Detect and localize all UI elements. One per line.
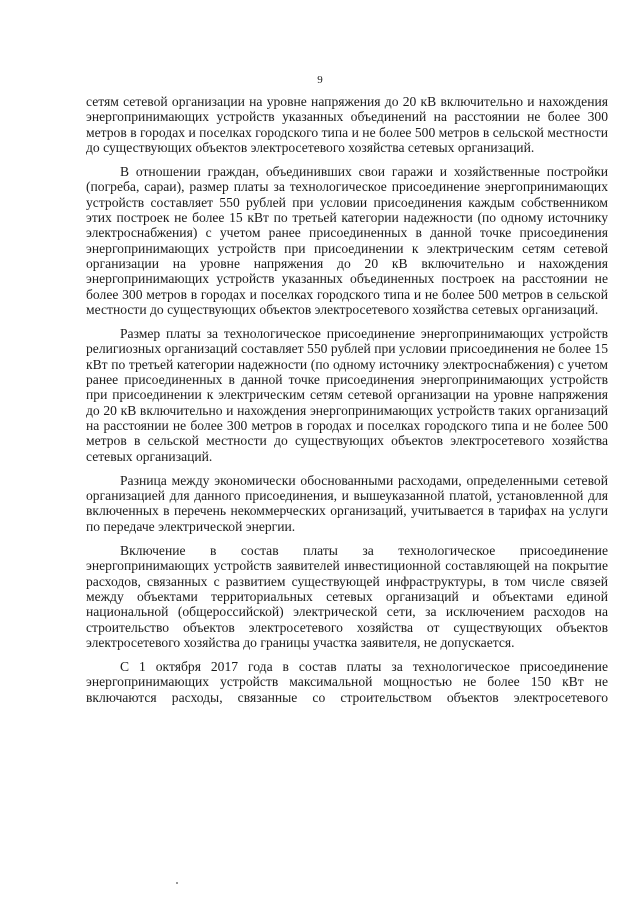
paragraph-october-2017: С 1 октября 2017 года в состав платы за технологическое присоединение энергопринимающих устройств максимальной мощностью не более 150 кВт не включаются расходы, связанные со строительством объектов электросетевого bbox=[86, 659, 608, 705]
paragraph-garages: В отношении граждан, объединивших свои гаражи и хозяйственные постройки (погреба, сараи), размер платы за технологическое присоединение энергопринимающих устройств составляет 550 рублей при условии присоединения каждым собственником этих построек не более 15 кВт по третьей категории надежности (по одному источнику электроснабжения) с учетом ранее присоединенных в данной точке присоединения энергопринимающих устройств при присоединении к электрическим сетям сетевой организации на уровне напряжения до 20 кВ включительно и нахождения энергопринимающих устройств указанных объединенных построек на расстоянии не более 300 метров в городах и поселках городского типа и не более 500 метров в сельской местности до существующих объектов электросетевого хозяйства сетевых организаций. bbox=[86, 164, 608, 317]
paragraph-cost-difference: Разница между экономически обоснованными расходами, определенными сетевой организацией для данного присоединения, и вышеуказанной платой, установленной для включенных в перечень некоммерческих организаций, учитывается в тарифах на услуги по передаче электрической энергии. bbox=[86, 472, 608, 534]
scan-artifact bbox=[176, 882, 178, 884]
paragraph-investment-component: Включение в состав платы за технологическое присоединение энергопринимающих устройств заявителей инвестиционной составляющей на покрытие расходов, связанных с развитием существующей инфраструктуры, в том числе связей между объектами территориальных сетевых организаций и объектами единой национальной (общероссийской) электрической сети, за исключением расходов на строительство объектов электросетевого хозяйства от существующих объектов электросетевого хозяйства до границы участка заявителя, не допускается. bbox=[86, 543, 608, 650]
body-text bbox=[86, 94, 608, 705]
paragraph-religious-organizations: Размер платы за технологическое присоединение энергопринимающих устройств религиозных организаций составляет 550 рублей при условии присоединения не более 15 кВт по третьей категории надежности (по одному источнику электроснабжения) с учетом ранее присоединенных в данной точке присоединения энергопринимающих устройств при присоединении к электрическим сетям сетевой организации на уровне напряжения до 20 кВ включительно и нахождения энергопринимающих устройств таких организаций на расстоянии не более 300 метров в городах и поселках городского типа и не более 500 метров в сельской местности до существующих объектов электросетевого хозяйства сетевых организаций. bbox=[86, 326, 608, 464]
page-number: 9 bbox=[317, 74, 323, 86]
paragraph-continuation: сетям сетевой организации на уровне напряжения до 20 кВ включительно и нахождения энергопринимающих устройств указанных объединений на расстоянии не более 300 метров в городах и поселках городского типа и не более 500 метров в сельской местности до существующих объектов электросетевого хозяйства сетевых организаций. bbox=[86, 94, 608, 155]
